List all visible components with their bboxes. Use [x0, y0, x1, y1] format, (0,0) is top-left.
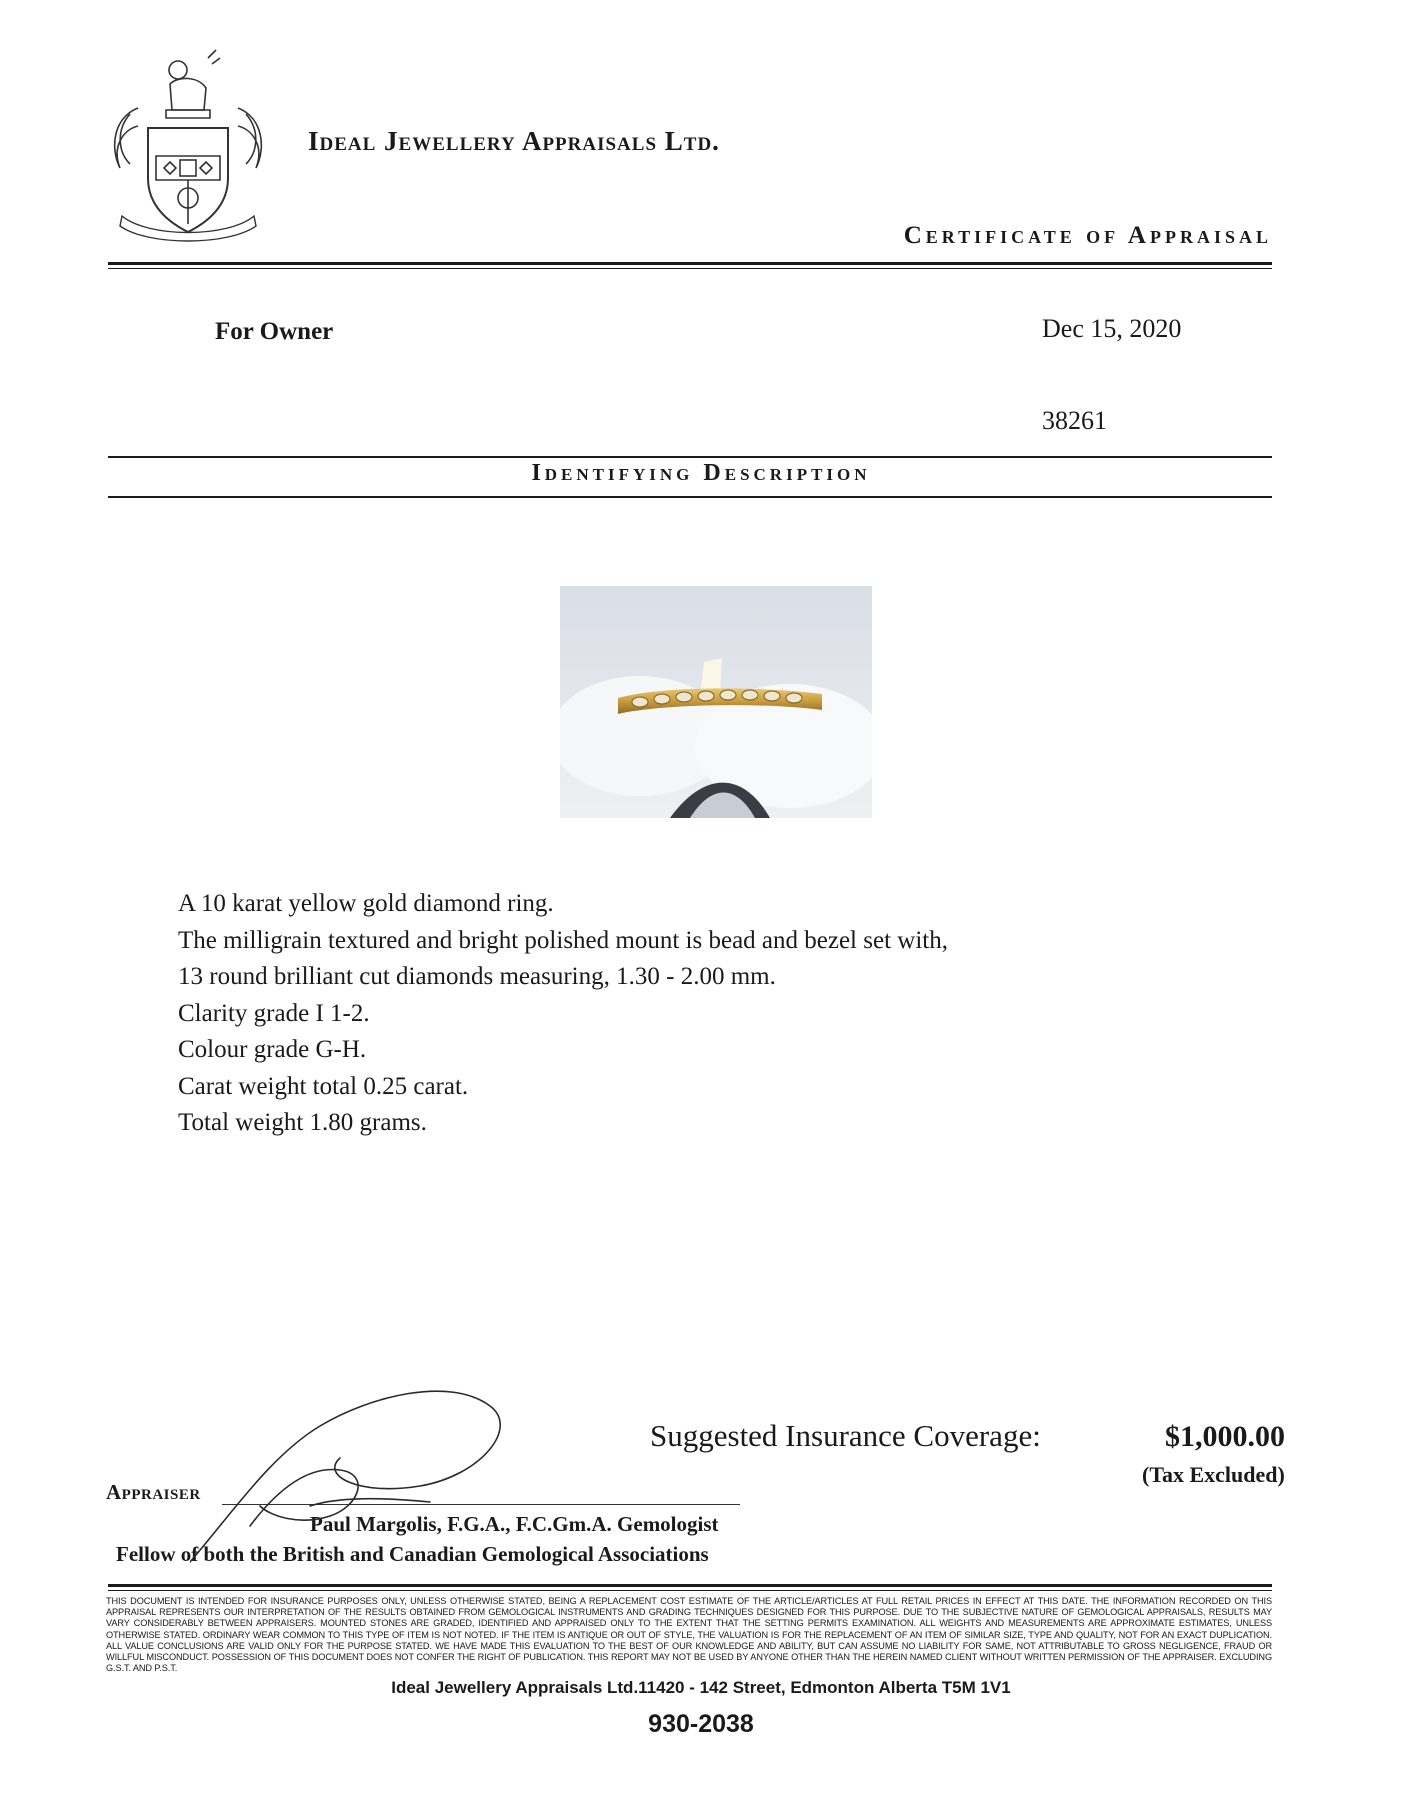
description-line: Colour grade G-H. — [178, 1036, 367, 1063]
coverage-amount: $1,000.00 — [1165, 1420, 1285, 1453]
appraiser-fellowship: Fellow of both the British and Canadian Gemological Associations — [116, 1542, 709, 1566]
description-line: Clarity grade I 1-2. — [178, 999, 370, 1027]
appraiser-name: Paul Margolis, F.G.A., F.C.Gm.A. Gemologist — [310, 1512, 719, 1536]
legal-disclaimer: THIS DOCUMENT IS INTENDED FOR INSURANCE PURPOSES ONLY, UNLESS OTHERWISE STATED, BEING A REPLACEMENT COST ESTIMATE OF THE ARTICLE/ARTICLES AT FULL RETAIL PRICES IN EFFECT AT THIS DATE. THE INFORMATION RECORDED ON THIS APPRAISAL REPRESENTS OUR INTERPRETATION OF THE RESULTS OBTAINED FROM GEMOLOGICAL INSTRUMENTS AND GRADING TECHNIQUES DESIGNED FOR THIS PURPOSE. DUE TO THE SUBJECTIVE NATURE OF GEMOLOGICAL APPRAISALS, RESULTS MAY VARY CONSIDERABLY BETWEEN APPRAISERS. MOUNTED STONES ARE GRADED, IDENTIFIED AND APPRAISED ONLY TO THE EXTENT THAT THE SETTING PERMITS EXAMINATION. ALL WEIGHTS AND MEASUREMENTS ARE APPROXIMATE ESTIMATES, UNLESS OTHERWISE STATED. ORDINARY WEAR COMMON TO THIS TYPE OF ITEM IS NOT NOTED. IF THE ITEM IS ANTIQUE OR OUT OF STYLE, THE VALUATION IS FOR THE REPLACEMENT OF AN ITEM OF SIMILAR SIZE, TYPE AND QUALITY, NOT FOR AN EXACT DUPLICATION. ALL VALUE CONCLUSIONS ARE VALID ONLY FOR THE PURPOSE STATED. WE HAVE MADE THIS EVALUATION TO THE BEST OF OUR KNOWLEDGE AND ABILITY, BUT CAN ASSUME NO LIABILITY FOR SAME, NOT ATTRIBUTABLE TO GROSS NEGLIGENCE, FRAUD OR WILLFUL MISCONDUCT. POSSESSION OF THIS DOCUMENT DOES NOT CONFER THE RIGHT OF PUBLICATION. THIS REPORT MAY NOT BE USED BY ANYONE OTHER THAN THE HEREIN NAMED CLIENT WITHOUT WRITTEN PERMISSION OF THE APPRAISER. EXCLUDING G.S.T. AND P.S.T. — [106, 1596, 1272, 1674]
appraiser-signature — [190, 1366, 530, 1566]
description-line: 13 round brilliant cut diamonds measuring, 1.30 - 2.00 mm. — [178, 963, 776, 990]
company-address: Ideal Jewellery Appraisals Ltd.11420 - 142 Street, Edmonton Alberta T5M 1V1 — [391, 1678, 1011, 1697]
footer-rule — [108, 1584, 1272, 1587]
company-phone: 930-2038 — [648, 1710, 754, 1738]
certificate-title: Certificate of Appraisal — [903, 222, 1272, 249]
description-line: Total weight 1.80 grams. — [178, 1109, 427, 1136]
section-rule-bottom — [108, 496, 1272, 498]
header-rule — [108, 262, 1272, 265]
description-line: A 10 karat yellow gold diamond ring. — [178, 890, 554, 917]
tax-note: (Tax Excluded) — [1142, 1462, 1285, 1487]
section-title: Identifying Description — [531, 460, 871, 486]
description-line: The milligrain textured and bright polished mount is bead and bezel set with, — [178, 926, 948, 954]
coverage-label: Suggested Insurance Coverage: — [650, 1418, 1041, 1453]
appraiser-label: Appraiser — [106, 1480, 201, 1504]
owner-label: For Owner — [215, 318, 334, 345]
coat-of-arms-logo — [108, 48, 268, 244]
section-rule-top — [108, 456, 1272, 458]
footer-rule-thin — [108, 1590, 1272, 1591]
company-name: Ideal Jewellery Appraisals Ltd. — [308, 126, 720, 156]
appraisal-date: Dec 15, 2020 — [1042, 314, 1182, 343]
header-rule-thin — [108, 268, 1272, 269]
description-line: Carat weight total 0.25 carat. — [178, 1072, 469, 1100]
ring-photo — [560, 586, 872, 818]
reference-number: 38261 — [1042, 406, 1107, 435]
item-description — [178, 886, 948, 1142]
